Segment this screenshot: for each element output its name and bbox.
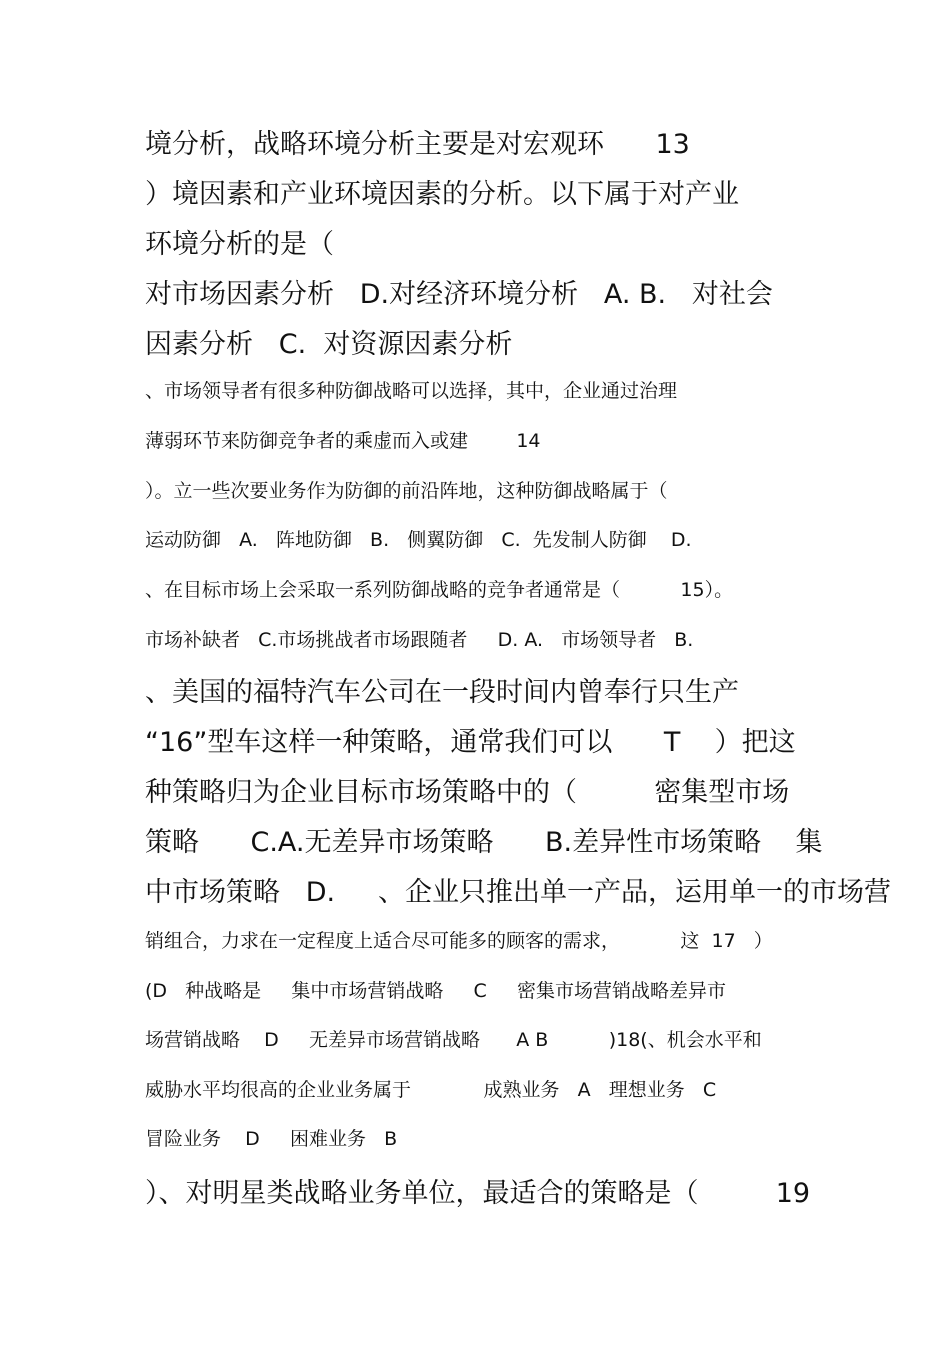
- text-line: 市场补缺者 C.市场挑战者市场跟随者 D. A. 市场领导者 B.: [145, 629, 694, 651]
- text-line: 运动防御 A. 阵地防御 B. 侧翼防御 C. 先发制人防御 D.: [145, 529, 692, 551]
- text-line: 场营销战略 D 无差异市场营销战略 A B )18(、机会水平和: [145, 1029, 762, 1051]
- text-line: ）。立一些次要业务作为防御的前沿阵地，这种防御战略属于（: [145, 480, 668, 502]
- text-line: 策略 C.A.无差异市场策略 B.差异性市场策略 集: [145, 827, 823, 858]
- text-line: “16”型车这样一种策略，通常我们可以 T ）把这: [145, 727, 796, 758]
- text-line: 种策略归为企业目标市场策略中的（ 密集型市场: [145, 777, 790, 808]
- text-line: 中市场策略 D. 、企业只推出单一产品，运用单一的市场营: [145, 877, 892, 908]
- text-line: ）、对明星类战略业务单位，最适合的策略是（ 19: [145, 1178, 811, 1209]
- text-line: 因素分析 C. 对资源因素分析: [145, 329, 513, 360]
- text-line: 冒险业务 D 困难业务 B: [145, 1128, 398, 1150]
- text-line: 威胁水平均很高的企业业务属于 成熟业务 A 理想业务 C: [145, 1079, 717, 1101]
- text-line: 、市场领导者有很多种防御战略可以选择，其中，企业通过治理: [145, 380, 678, 402]
- text-line: 对市场因素分析 D.对经济环境分析 A. B. 对社会: [145, 279, 773, 310]
- text-line: (D 种战略是 集中市场营销战略 C 密集市场营销战略差异市: [145, 980, 727, 1002]
- text-line: 境分析，战略环境分析主要是对宏观环 13: [145, 129, 690, 160]
- text-line: ）境因素和产业环境因素的分析。以下属于对产业: [145, 179, 739, 210]
- text-line: 、在目标市场上会采取一系列防御战略的竞争者通常是（ 15）。: [145, 579, 734, 601]
- text-line: 销组合，力求在一定程度上适合尽可能多的顾客的需求， 这 17 ）: [145, 930, 773, 952]
- text-line: 环境分析的是（: [145, 229, 334, 260]
- text-line: 、美国的福特汽车公司在一段时间内曾奉行只生产: [145, 677, 739, 708]
- text-line: 薄弱环节来防御竞争者的乘虚而入或建 14: [145, 430, 541, 452]
